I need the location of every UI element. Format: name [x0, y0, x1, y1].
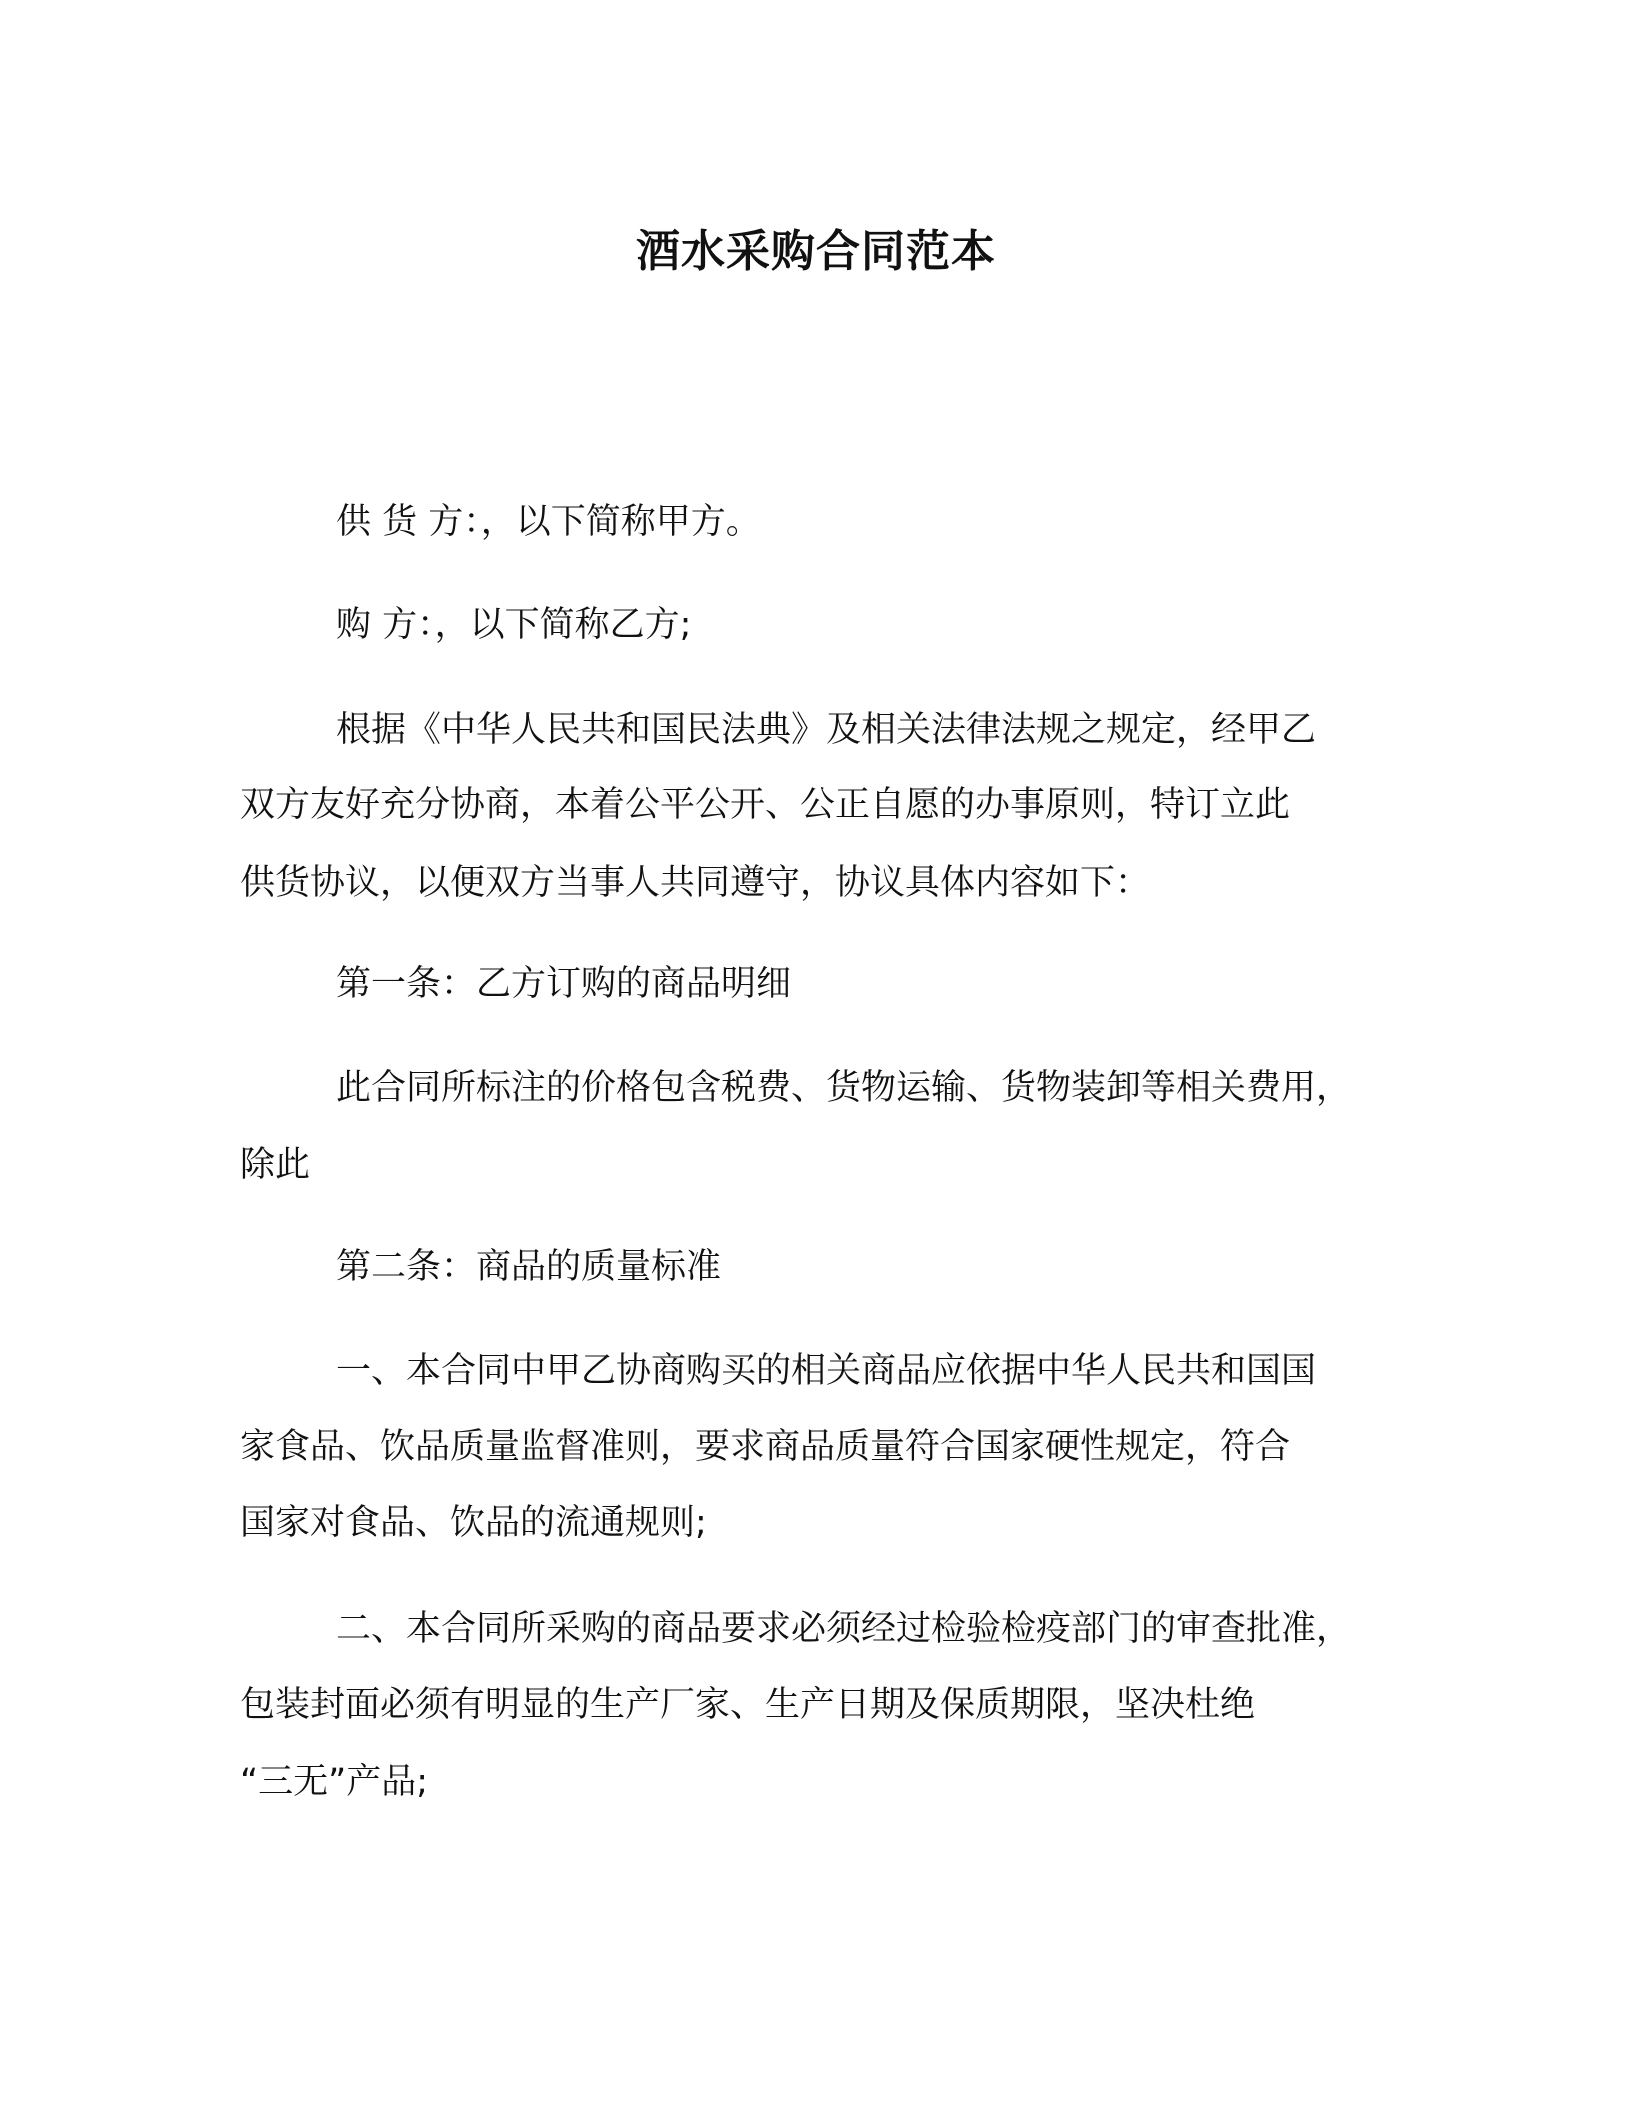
article2-heading: 第二条：商品的质量标准: [336, 1247, 722, 1287]
article2-item2-line-1: 二、本合同所采购的商品要求必须经过检验检疫部门的审查批准，: [336, 1609, 1352, 1649]
buyer-suffix: ，以下简称乙方;: [434, 605, 692, 645]
article2-item2-line-3: “三无”产品;: [240, 1762, 429, 1802]
article1-heading: 第一条：乙方订购的商品明细: [336, 964, 792, 1004]
buyer-label: 购 方：: [336, 605, 435, 645]
article1-body-line-2: 除此: [240, 1145, 311, 1185]
supplier-suffix: ，以下简称甲方。: [480, 502, 761, 542]
article2-item1-line-3: 国家对食品、饮品的流通规则;: [240, 1503, 707, 1543]
article1-body-line-1: 此合同所标注的价格包含税费、货物运输、货物装卸等相关费用，: [336, 1068, 1352, 1108]
article2-item1-line-1: 一、本合同中甲乙协商购买的相关商品应依据中华人民共和国国: [336, 1351, 1317, 1391]
supplier-line: [336, 497, 761, 547]
preamble-line-3: 供货协议，以便双方当事人共同遵守，协议具体内容如下：: [240, 863, 1151, 903]
article2-item1-line-2: 家食品、饮品质量监督准则，要求商品质量符合国家硬性规定，符合: [240, 1427, 1291, 1467]
preamble-line-2: 双方友好充分协商，本着公平公开、公正自愿的办事原则，特订立此: [240, 785, 1291, 825]
buyer-line: [336, 600, 691, 650]
supplier-label: 供 货 方：: [336, 502, 481, 542]
document-title: 酒水采购合同范本: [636, 226, 996, 277]
article2-item2-line-2: 包装封面必须有明显的生产厂家、生产日期及保质期限，坚决杜绝: [240, 1685, 1256, 1725]
preamble-line-1: 根据《中华人民共和国民法典》及相关法律法规之规定，经甲乙: [336, 710, 1317, 750]
